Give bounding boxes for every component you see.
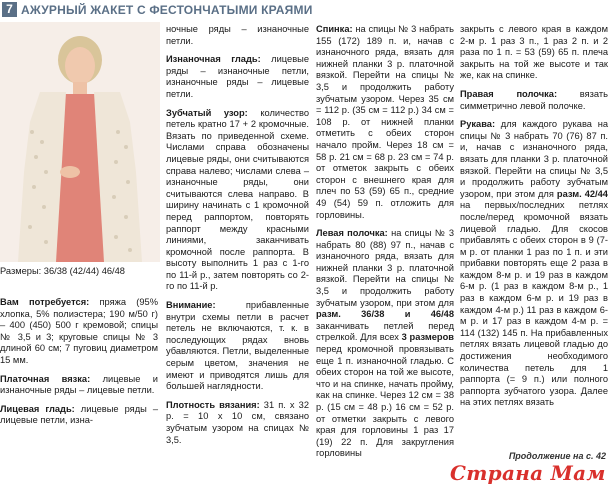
article-title: АЖУРНЫЙ ЖАКЕТ С ФЕСТОНЧАТЫМИ КРАЯМИ — [21, 3, 313, 17]
left-front-text-3: перед кромочной провязывать еще 1 п. изнаночной гладью. С обеих сторон на той же высоте, что и на спинке, начать пройму, как на спинке. Через 12 см = 38 р. (15 см = 48 р.) 16 см = 52 р. от отметки закрыть с левого края для горловины 1 раз 17 (19) 22 п. Для закругления горловины — [316, 344, 454, 459]
model-illustration — [0, 22, 160, 262]
pattern-text: количество петель кратно 17 + 2 кромочные. Вязать по приведенной схеме. Числами справа обозначены лицевые ряды, они считываются справа налево; числами слева – изнаночные ряды, они считываются слева направо. В ширину начинать с 1 кромочной перед раппортом, повторять раппорт между красными линиями, заканчивать кромочной после раппорта. В высоту выполнить 1 раз с 1-го по 11-й р., затем повторять со 2-го по 11-й р. — [166, 107, 309, 292]
reverse-paragraph — [166, 54, 309, 100]
back-paragraph — [316, 24, 454, 221]
column-techniques — [166, 24, 309, 453]
garter-paragraph — [0, 374, 158, 397]
gauge-paragraph — [166, 400, 309, 446]
sleeves-heading: Рукава: — [460, 119, 496, 130]
left-front-all-sizes: 3 размеров — [401, 332, 454, 343]
back-text: на спицы № 3 набрать 155 (172) 189 п. и, начав с изнаночного ряда, вязать для нижней планки 3 р. платочной вязкой. Перейти на спицы № 3,5 и продолжить работу зубчатым узором. Через 35 см = 112 р. (35 см = 112 р.) 34 см = 108 р. от нижней планки отметить с обеих сторон начало пройм. Через 18 см = 58 р. 21 см = 68 р. 23 см = 74 р. от отметок закрыть с обеих сторон с внешнего края для плеч по 53 (59) 65 п., средние 49 (54) 59 п. отложить для горловины. — [316, 24, 454, 220]
left-front-size: разм. 36/38 и 46/48 — [316, 309, 454, 320]
article-number: 7 — [2, 2, 17, 17]
sleeves-paragraph — [460, 119, 608, 409]
column-right-sleeves — [460, 24, 608, 416]
continued-text: ночные ряды – изнаночные петли. — [166, 24, 309, 46]
stockinette-text: лицевые ряды – лицевые петли, изна- — [0, 403, 158, 426]
sizes: Размеры: 36/38 (42/44) 46/48 — [0, 266, 125, 276]
article-header — [0, 0, 610, 20]
garter-text: лицевые и изнаночные ряды – лицевые петли. — [0, 373, 158, 396]
materials-heading: Вам потребуется: — [0, 297, 90, 307]
column-materials — [0, 297, 158, 434]
note-text: прибавленные внутри схемы петли в расчет петель не включаются, т. к. в последующих рядах вновь убавляются. Петли, выделенные серым цветом, значения не имеют и приводятся лишь для большей наглядности. — [166, 300, 309, 392]
column-back-left — [316, 24, 454, 467]
right-front-paragraph — [460, 89, 608, 112]
materials-text: пряжа (95% хлопка, 5% полиэстера; 190 м/50 г) – 400 (450) 500 г кремовой; спицы № 3,5 и 3; круговые спицы № 3 длиной 60 см; 7 пуговиц диаметром 15 мм. — [0, 297, 158, 365]
sleeves-text-2: на первых/последних петлях после/перед кромочной вязать лицевой гладью. Для скосов прибавлять с обеих сторон в 9 (7-м р. от планки 1 раз по 1 п. и эти прибавки повторять еще 2 раза в каждом 8-м р. и 19 раз в каждом 6-м р. (1 раз в каждом 8-м р., 1 раз в каждом 6-м р. и 19 раз в каждом 4-м р.) 11 раз в каждом 6-м р. и 17 раз в каждом 4-м р. = 114 (132) 145 п. На прибавленных петлях вязать лицевой гладью до достижения необходимого количества петель для 1 раппорта (= 9 п.) или полного раппорта зубчатого узора. Далее на этих петлях вязать — [460, 200, 608, 408]
right-front-text: вязать симметрично левой полочке. — [460, 88, 608, 111]
garter-heading: Платочная вязка: — [0, 373, 91, 384]
left-front-paragraph — [316, 228, 454, 460]
continued-text-2: закрыть с левого края в каждом 2-м р. 1 раз 3 п., 1 раз 2 п. и 2 раза по 1 п. = 53 (59) 65 п. плеча закрыть на той же высоте и так же, как на спинке. — [460, 24, 608, 81]
right-front-heading: Правая полочка: — [460, 88, 558, 99]
model-photo — [0, 22, 160, 262]
gauge-text: 31 п. x 32 р. = 10 x 10 см, связано зубчатым узором на спицах № 3,5. — [166, 399, 309, 445]
reverse-heading: Изнаночная гладь: — [166, 54, 261, 65]
back-heading: Спинка: — [316, 24, 353, 34]
note-paragraph — [166, 300, 309, 393]
sleeves-size: разм. 42/44 — [556, 188, 608, 199]
watermark-text: Страна Мам — [450, 461, 606, 485]
stockinette-paragraph — [0, 404, 158, 427]
left-front-heading: Левая полочка: — [316, 228, 388, 239]
pattern-paragraph — [166, 108, 309, 294]
left-front-text-2: заканчивать петлей перед стрелкой. Для всех — [316, 320, 454, 343]
continued-note: Продолжение на с. 42 — [508, 451, 606, 461]
reverse-text: лицевые ряды – изнаночные петли, изнаночные ряды – лицевые петли. — [166, 54, 309, 99]
left-front-text: на спицы № 3 набрать 80 (88) 97 п., начав с изнаночного ряда, вязать для нижней планки 3 р. платочной вязкой. Перейти на спицы № 3,5 и продолжить работу зубчатым узором, при этом для — [316, 228, 455, 308]
sleeves-text: для каждого рукава на спицы № 3 набрать 70 (76) 87 п. и, начав с изнаночного ряда, вязать для планки 3 р. платочной вязкой. Перейти на спицы № 3,5 и продолжить работу зубчатым узором, при этом для — [460, 119, 608, 199]
note-heading: Внимание: — [166, 300, 216, 311]
stockinette-heading: Лицевая гладь: — [0, 403, 75, 414]
materials-paragraph — [0, 297, 158, 367]
pattern-heading: Зубчатый узор: — [166, 107, 248, 118]
watermark — [450, 461, 610, 486]
gauge-heading: Плотность вязания: — [166, 399, 260, 410]
